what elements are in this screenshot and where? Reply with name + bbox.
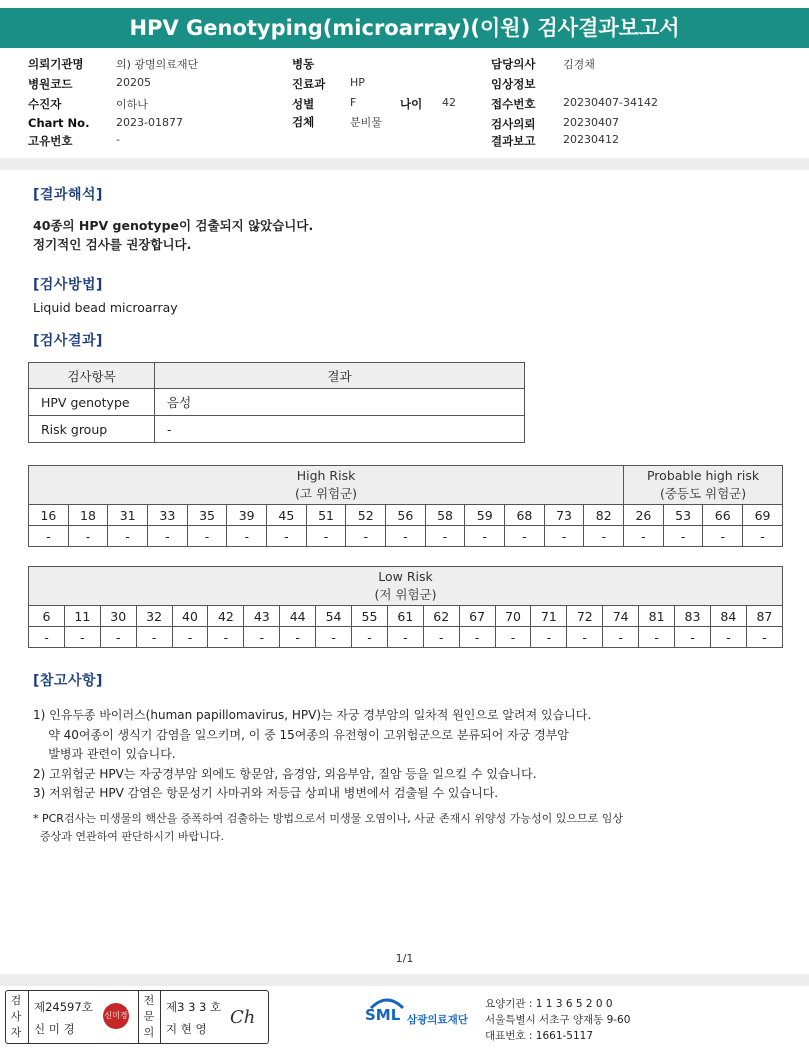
value-hospital-code: 20205 [116, 76, 151, 89]
value-doctor: 김경채 [563, 58, 595, 71]
reference-line: 1) 인유두종 바이러스(human papillomavirus, HPV)는 자궁 경부암의 일차적 원인으로 알려져 있습니다. [33, 708, 592, 722]
genotype-result-cell: - [172, 627, 208, 648]
genotype-result-cell: - [425, 526, 465, 547]
genotype-result-cell: - [187, 526, 227, 547]
value-sex: F [350, 96, 357, 109]
pcr-note [33, 810, 623, 846]
genotype-result-cell: - [495, 627, 531, 648]
genotype-result-cell: - [544, 526, 584, 547]
genotype-cell: 81 [639, 606, 675, 627]
genotype-cell: 40 [172, 606, 208, 627]
genotype-cell: 45 [267, 505, 307, 526]
genotype-cell: 66 [703, 505, 743, 526]
note-line: 증상과 연관하여 판단하시기 바랍니다. [33, 830, 224, 843]
org-logo [365, 996, 485, 1040]
genotype-result-cell: - [386, 526, 426, 547]
table-row [29, 389, 525, 416]
genotype-cell: 35 [187, 505, 227, 526]
genotype-result-cell: - [663, 526, 703, 547]
genotype-cell: 56 [386, 505, 426, 526]
genotype-result-cell: - [148, 526, 188, 547]
method-heading: [검사방법] [33, 277, 103, 293]
divider [0, 158, 809, 170]
result-item: Risk group [29, 416, 155, 443]
genotype-cell: 30 [100, 606, 136, 627]
genotype-result-cell: - [423, 627, 459, 648]
patient-info [28, 56, 788, 152]
genotype-cell: 55 [352, 606, 388, 627]
label-hospital-code: 병원코드 [28, 77, 73, 91]
genotype-result-cell: - [459, 627, 495, 648]
divider [28, 991, 29, 1043]
genotype-result-cell: - [29, 627, 65, 648]
result-item: HPV genotype [29, 389, 155, 416]
reference-line: 2) 고위험군 HPV는 자궁경부암 외에도 항문암, 음경암, 외음부암, 질암 등을 일으킬 수 있습니다. [33, 766, 537, 781]
high-risk-table [28, 465, 783, 547]
method-text: Liquid bead microarray [33, 300, 178, 315]
label-request-date: 검사의뢰 [491, 117, 536, 131]
label-chart-no: Chart No. [28, 116, 90, 130]
value-age: 42 [442, 96, 456, 109]
genotype-cell: 6 [29, 606, 65, 627]
value-department: HP [350, 76, 365, 89]
genotype-result-cell: - [316, 627, 352, 648]
genotype-result-cell: - [227, 526, 267, 547]
probable-risk-sublabel: (중등도 위험군) [659, 486, 747, 501]
genotype-cell: 11 [64, 606, 100, 627]
label-sex: 성별 [292, 97, 315, 111]
results-heading: [검사결과] [33, 333, 103, 349]
tester-license-no: 제24597호 [34, 1000, 93, 1014]
genotype-cell: 61 [387, 606, 423, 627]
genotype-cell: 52 [346, 505, 386, 526]
table-row [29, 416, 525, 443]
genotype-cell: 62 [423, 606, 459, 627]
genotype-cell: 72 [567, 606, 603, 627]
value-report-date: 20230412 [563, 133, 619, 146]
genotype-cell: 84 [710, 606, 746, 627]
genotype-row [29, 505, 783, 526]
genotype-cell: 16 [29, 505, 69, 526]
label-report-date: 결과보고 [491, 134, 536, 148]
genotype-result-cell: - [505, 526, 545, 547]
high-risk-sublabel: (고 위험군) [295, 486, 358, 501]
high-risk-header [29, 466, 624, 505]
genotype-cell: 26 [624, 505, 664, 526]
specialist-label [139, 991, 159, 1043]
genotype-cell: 74 [603, 606, 639, 627]
label-age: 나이 [400, 97, 423, 111]
genotype-cell: 53 [663, 505, 703, 526]
org-code: 요양기관 : 1 1 3 6 5 2 0 0 [485, 998, 613, 1010]
genotype-cell: 43 [244, 606, 280, 627]
genotype-result-cell: - [306, 526, 346, 547]
low-risk-label: Low Risk [378, 569, 433, 584]
genotype-result-cell: - [603, 627, 639, 648]
genotype-result-cell: - [68, 526, 108, 547]
footer-divider [0, 974, 809, 986]
genotype-result-cell: - [208, 627, 244, 648]
genotype-cell: 68 [505, 505, 545, 526]
genotype-result-cell: - [703, 526, 743, 547]
genotype-cell: 31 [108, 505, 148, 526]
genotype-cell: 70 [495, 606, 531, 627]
label-clinical-info: 임상정보 [491, 77, 536, 91]
genotype-result-cell: - [387, 627, 423, 648]
specialist-name: 지 현 영 [166, 1022, 207, 1036]
genotype-result-cell: - [743, 526, 783, 547]
genotype-cell: 67 [459, 606, 495, 627]
genotype-cell: 83 [675, 606, 711, 627]
label-specimen: 검체 [292, 115, 315, 129]
reference-heading: [참고사항] [33, 673, 103, 689]
genotype-cell: 73 [544, 505, 584, 526]
org-address: 서울특별시 서초구 양재동 9-60 [485, 1014, 631, 1026]
label-unique-no: 고유번호 [28, 134, 73, 148]
genotype-result-cell: - [710, 627, 746, 648]
genotype-result-cell: - [244, 627, 280, 648]
reference-line: 약 40여종이 생식기 감염을 일으키며, 이 중 15여종의 유전형이 고위험군으로 분류되어 자궁 경부암 [33, 727, 569, 742]
genotype-cell: 44 [280, 606, 316, 627]
genotype-result-cell: - [100, 627, 136, 648]
genotype-cell: 82 [584, 505, 624, 526]
genotype-result-cell: - [584, 526, 624, 547]
page-number: 1/1 [395, 952, 414, 965]
col-item-header: 검사항목 [29, 363, 155, 389]
reference-line: 발병과 관련이 있습니다. [33, 747, 176, 761]
high-risk-label: High Risk [296, 468, 356, 483]
genotype-result-row [29, 526, 783, 547]
value-receipt-no: 20230407-34142 [563, 96, 658, 109]
genotype-result-cell: - [267, 526, 307, 547]
genotype-result-cell: - [675, 627, 711, 648]
low-risk-sublabel: (저 위험군) [374, 587, 437, 602]
genotype-cell: 71 [531, 606, 567, 627]
specialist-label-text: 전 문 의 [143, 994, 155, 1039]
genotype-cell: 58 [425, 505, 465, 526]
genotype-result-cell: - [346, 526, 386, 547]
label-patient: 수진자 [28, 97, 62, 111]
value-request-date: 20230407 [563, 116, 619, 129]
genotype-cell: 54 [316, 606, 352, 627]
label-receipt-no: 접수번호 [491, 97, 536, 111]
label-ward: 병동 [292, 57, 315, 71]
genotype-result-cell: - [108, 526, 148, 547]
specialist-signature: Ch [230, 1007, 256, 1028]
genotype-cell: 18 [68, 505, 108, 526]
genotype-result-cell: - [567, 627, 603, 648]
genotype-result-row [29, 627, 783, 648]
specialist-license-no: 제3 3 3 호 [166, 1000, 222, 1014]
label-institution: 의뢰기관명 [28, 57, 84, 71]
genotype-cell: 39 [227, 505, 267, 526]
value-unique-no: - [116, 133, 120, 146]
label-department: 진료과 [292, 77, 326, 91]
genotype-cell: 32 [136, 606, 172, 627]
genotype-cell: 51 [306, 505, 346, 526]
signature-box [5, 990, 269, 1044]
genotype-cell: 42 [208, 606, 244, 627]
genotype-result-cell: - [531, 627, 567, 648]
interpretation-heading: [결과해석] [33, 187, 103, 203]
tester-name: 신 미 경 [34, 1022, 75, 1036]
interpretation-line-2: 정기적인 검사를 권장합니다. [33, 237, 192, 252]
genotype-result-cell: - [136, 627, 172, 648]
label-doctor: 담당의사 [491, 57, 536, 71]
tester-seal [103, 1003, 129, 1029]
genotype-result-cell: - [746, 627, 782, 648]
genotype-result-cell: - [624, 526, 664, 547]
genotype-cell: 87 [746, 606, 782, 627]
result-value: 음성 [155, 389, 525, 416]
org-name: 삼광의료재단 [407, 1014, 468, 1026]
genotype-result-cell: - [29, 526, 69, 547]
low-risk-header [29, 567, 783, 606]
reference-list [33, 706, 591, 804]
genotype-result-cell: - [465, 526, 505, 547]
result-value: - [155, 416, 525, 443]
genotype-cell: 33 [148, 505, 188, 526]
org-info [485, 996, 630, 1044]
genotype-result-cell: - [280, 627, 316, 648]
tester-label-text: 검 사 자 [10, 994, 22, 1039]
reference-line: 3) 저위험군 HPV 감염은 항문성기 사마귀와 저등급 상피내 병변에서 검출될 수 있습니다. [33, 786, 499, 800]
tester-label [6, 991, 26, 1043]
note-line: * PCR검사는 미생물의 핵산을 증폭하여 검출하는 방법으로서 미생물 오염이나, 사균 존재시 위양성 가능성이 있으므로 임상 [33, 812, 623, 825]
value-patient: 이하나 [116, 98, 148, 111]
genotype-cell: 59 [465, 505, 505, 526]
divider [160, 991, 161, 1043]
col-result-header: 결과 [155, 363, 525, 389]
org-phone: 대표번호 : 1661-5117 [485, 1030, 594, 1042]
seal-text: 신미경 [104, 1011, 128, 1020]
value-chart-no: 2023-01877 [116, 116, 183, 129]
value-specimen: 분비물 [350, 116, 382, 129]
interpretation-line-1: 40종의 HPV genotype이 검출되지 않았습니다. [33, 218, 314, 233]
logo-text: SML [365, 1006, 401, 1024]
genotype-row [29, 606, 783, 627]
genotype-cell: 69 [743, 505, 783, 526]
value-institution: 의) 광명의료재단 [116, 58, 199, 71]
genotype-result-cell: - [639, 627, 675, 648]
results-table [28, 362, 525, 443]
report-title: HPV Genotyping(microarray)(이원) 검사결과보고서 [0, 8, 809, 48]
genotype-result-cell: - [64, 627, 100, 648]
low-risk-table [28, 566, 783, 648]
probable-risk-header [624, 466, 783, 505]
genotype-result-cell: - [352, 627, 388, 648]
probable-risk-label: Probable high risk [646, 468, 760, 483]
